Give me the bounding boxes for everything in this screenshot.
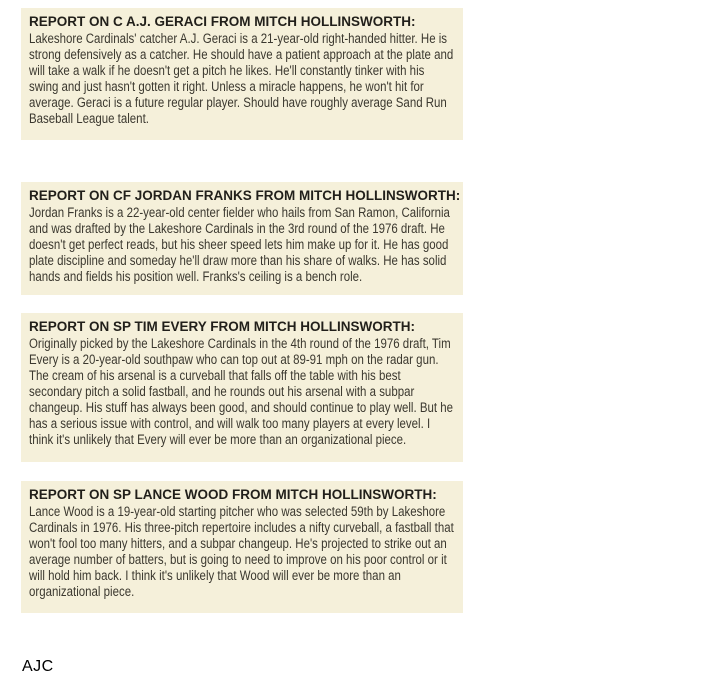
report-body: Jordan Franks is a 22-year-old center fielder who hails from San Ramon, California and was drafted by the Lakeshore Cardinals in the 3rd round of the 1976 draft. He doesn't get perfect reads, but his sheer speed lets him make up for it. He has good plate discipline and someday he'll draw more than his share of walks. He has solid hands and fields his position well. Franks's ceiling is a bench role.: [29, 205, 450, 284]
scout-report-every: [21, 313, 463, 462]
scout-report-wood: [21, 481, 463, 613]
scout-report-geraci: [21, 8, 463, 140]
signature-text: AJC: [22, 658, 54, 675]
report-header: REPORT ON CF JORDAN FRANKS FROM MITCH HOLLINSWORTH:: [29, 188, 461, 203]
report-header: REPORT ON SP TIM EVERY FROM MITCH HOLLINSWORTH:: [29, 319, 416, 334]
scout-report-franks: [21, 182, 463, 295]
report-header: REPORT ON C A.J. GERACI FROM MITCH HOLLINSWORTH:: [29, 14, 416, 29]
report-header: REPORT ON SP LANCE WOOD FROM MITCH HOLLINSWORTH:: [29, 487, 437, 502]
report-body: Lakeshore Cardinals' catcher A.J. Geraci is a 21-year-old right-handed hitter. He is strong defensively as a catcher. He should have a patient approach at the plate and will take a walk if he doesn't get a pitch he likes. He'll constantly tinker with his swing and just hasn't gotten it right. Unless a miracle happens, he won't hit for average. Geraci is a future regular player. Should have roughly average Sand Run Baseball League talent.: [29, 31, 454, 126]
report-body: Originally picked by the Lakeshore Cardinals in the 4th round of the 1976 draft, Tim Every is a 20-year-old southpaw who can top out at 89-91 mph on the radar gun. The cream of his arsenal is a curveball that falls off the table with his best secondary pitch a solid fastball, and he rounds out his arsenal with a subpar changeup. His stuff has always been good, and should continue to play well. But he has a serious issue with control, and will walk too many players at every level. I think it's unlikely that Every will ever be more than an organizational piece.: [29, 336, 454, 447]
report-body: Lance Wood is a 19-year-old starting pitcher who was selected 59th by Lakeshore Cardinals in 1976. His three-pitch repertoire includes a nifty curveball, a fastball that won't fool too many hitters, and a subpar changeup. He's projected to strike out an average number of batters, but is going to need to improve on his poor control or it will hold him back. I think it's unlikely that Wood will ever be more than an organizational piece.: [29, 504, 454, 599]
